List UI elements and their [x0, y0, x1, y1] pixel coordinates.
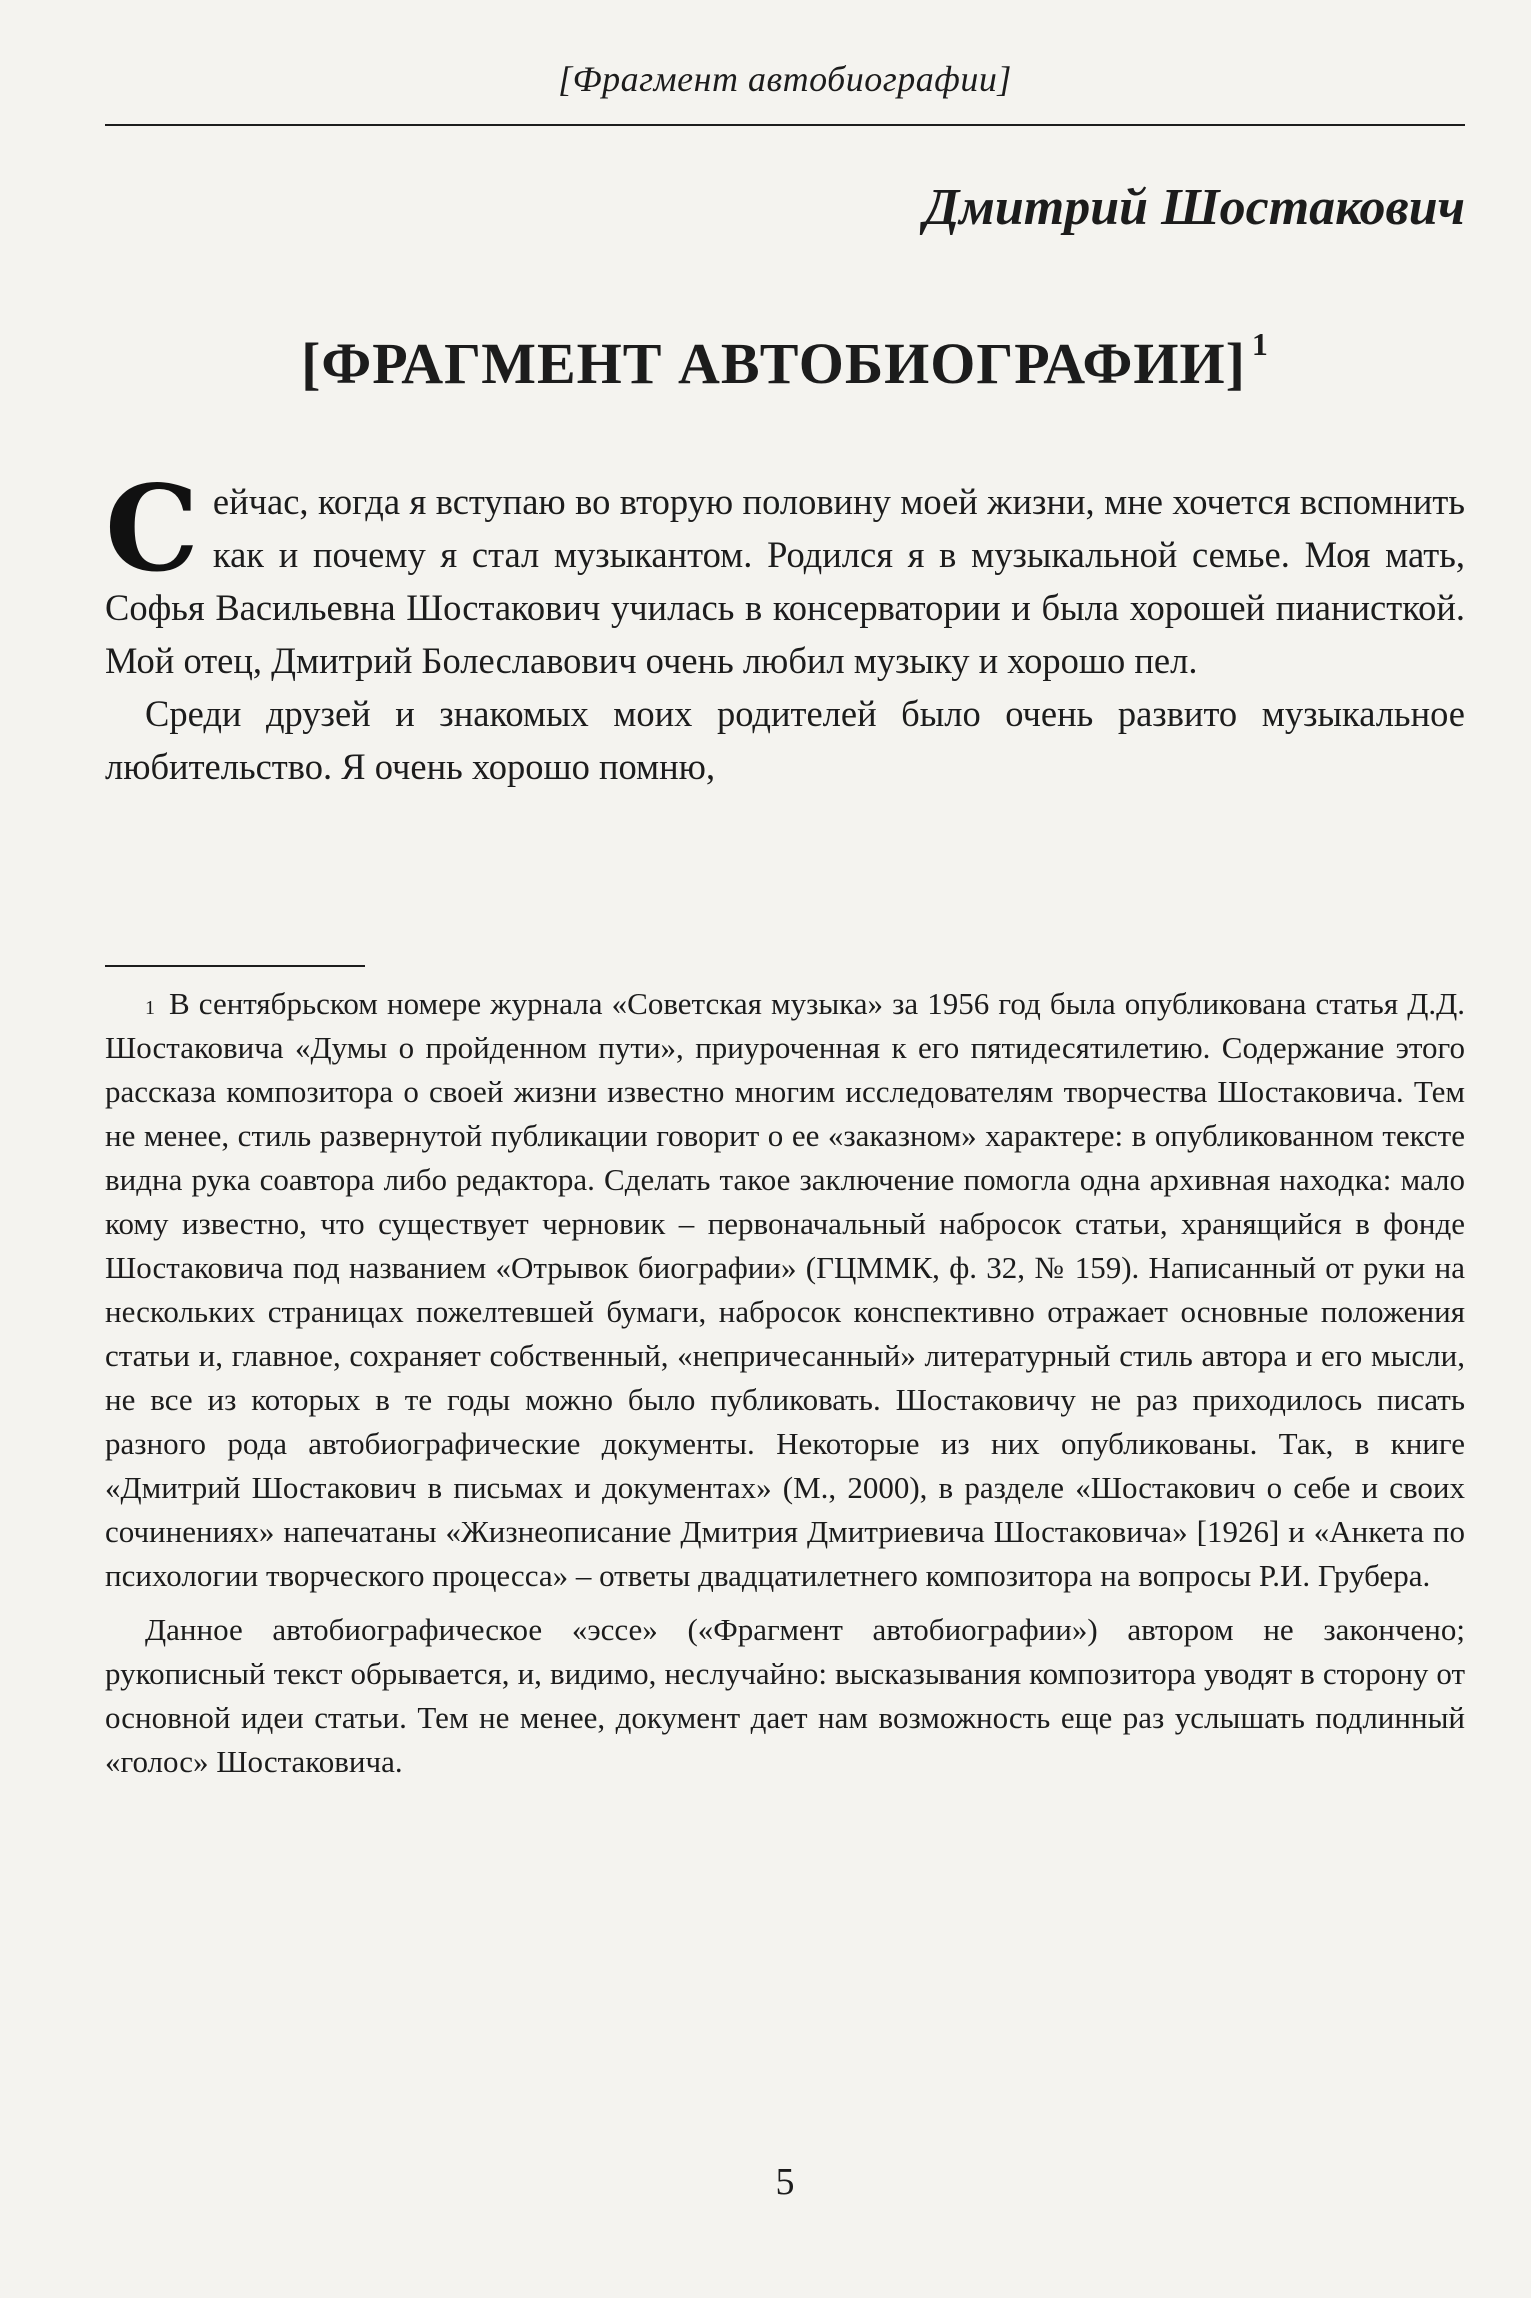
- running-head: [Фрагмент автобиографии]: [558, 59, 1012, 99]
- footnote-paragraph-1-text: В сентябрьском номере журнала «Советская музыка» за 1956 год была опубликована статья Д.Д. Шостаковича «Думы о пройденном пути», приуроченная к его пятидесятилетию. Содержание этого рассказа композитора о своей жизни известно многим исследователям творчества Шостаковича. Тем не менее, стиль развернутой публикации говорит о ее «заказном» характере: в опубликованном тексте видна рука соавтора либо редактора. Сделать такое заключение помогла одна архивная находка: мало кому известно, что существует черновик – первоначальный набросок статьи, хранящийся в фонде Шостаковича под названием «Отрывок биографии» (ГЦММК, ф. 32, № 159). Написанный от руки на нескольких страницах пожелтевшей бумаги, набросок конспективно отражает основные положения статьи и, главное, сохраняет собственный, «непричесанный» литературный стиль автора и его мысли, не все из которых в те годы можно было публиковать. Шостаковичу не раз приходилось писать разного рода автобиографические документы. Некоторые из них опубликованы. Так, в книге «Дмитрий Шостакович в письмах и документах» (М., 2000), в разделе «Шостакович о себе и своих сочинениях» напечатаны «Жизнеописание Дмитрия Дмитриевича Шостаковича» [1926] и «Анкета по психологии творческого процесса» – ответы двадцатилетнего композитора на вопросы Р.И. Грубера.: [105, 986, 1465, 1593]
- title-footnote-mark[interactable]: 1: [1251, 326, 1269, 362]
- main-text: [105, 459, 1465, 793]
- page-number: 5: [775, 2161, 795, 2203]
- body-paragraph-1-text: ейчас, когда я вступаю во вторую половину моей жизни, мне хочется вспомнить как и почему я стал музыкантом. Родился я в музыкальной семье. Моя мать, Софья Васильевна Шостакович училась в консерватории и была хорошей пианисткой. Мой отец, Дмитрий Болеславович очень любил музыку и хорошо пел.: [105, 481, 1465, 681]
- body-paragraph-1: [105, 459, 1465, 687]
- header-rule: [105, 124, 1465, 126]
- footnote-paragraph-1: [105, 982, 1465, 1598]
- footnote-mark: 1: [145, 997, 155, 1019]
- footnote: [105, 982, 1465, 1784]
- drop-cap: С: [105, 459, 199, 598]
- footnote-paragraph-2: Данное автобиографическое «эссе» («Фрагмент автобиографии») автором не закончено; рукописный текст обрывается, и, видимо, неслучайно: высказывания композитора уводят в сторону от основной идеи статьи. Тем не менее, документ дает нам возможность еще раз услышать подлинный «голос» Шостаковича.: [105, 1612, 1465, 1779]
- body-paragraph-2: Среди друзей и знакомых моих родителей было очень развито музыкальное любительство. Я очень хорошо помню,: [105, 693, 1465, 787]
- author-name: Дмитрий Шостакович: [923, 179, 1465, 236]
- footnote-rule: [105, 965, 365, 967]
- chapter-title: [105, 326, 1465, 397]
- chapter-title-text: [ФРАГМЕНТ АВТОБИОГРАФИИ]: [301, 331, 1246, 396]
